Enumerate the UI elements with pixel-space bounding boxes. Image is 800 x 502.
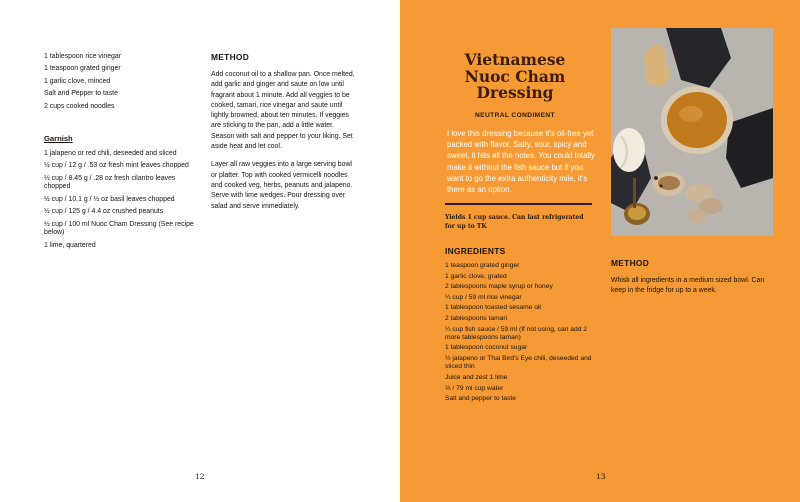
list-item: 1 garlic clove, minced xyxy=(44,77,111,85)
garnish-heading: Garnish xyxy=(44,133,73,143)
list-item: ½ cup / 125 g / 4.4 oz crushed peanuts xyxy=(44,208,164,216)
left-method-column xyxy=(211,52,356,220)
title-line: Dressing xyxy=(476,83,554,102)
list-item: 1 lime, quartered xyxy=(44,241,96,249)
right-ingredient-list xyxy=(445,262,595,403)
list-item: ¼ cup fish sauce / 59 ml (If not using, can add 2 more tablespoons tamari) xyxy=(445,325,588,341)
list-item: 2 tablespoons tamari xyxy=(445,314,508,322)
list-item: 1 teaspoon grated ginger xyxy=(44,65,121,73)
list-item: Salt and Pepper to taste xyxy=(44,90,118,98)
list-item: 2 cups cooked noodles xyxy=(44,102,115,110)
list-item: ½ cup / 100 ml Nuoc Cham Dressing (See recipe below) xyxy=(44,220,194,237)
list-item: ½ cup / 8.45 g / .28 oz fresh cilantro leaves chopped xyxy=(44,174,176,191)
list-item: 1 teaspoon grated ginger xyxy=(445,262,520,269)
method-paragraph: Add coconut oil to a shallow pan. Once melted, add garlic and ginger and saute on low until fragrant about 1 minute. Add all veggies to be cooked, tamari, rice vinegar and saute until lightly browned, about ten minutes. If veggies are sticking to the pan, add a little water. Season with salt and pepper to your liking. Set aside heat and let cool. xyxy=(211,71,355,151)
recipe-yield: Yields 1 cup sauce. Can last refrigerated for up to TK xyxy=(445,214,584,230)
ingredients-heading: INGREDIENTS xyxy=(445,246,506,256)
page-number-left: 12 xyxy=(195,472,205,481)
left-method-heading: METHOD xyxy=(211,52,250,62)
left-ingredients-column xyxy=(44,53,194,254)
right-method-heading: METHOD xyxy=(611,258,650,268)
recipe-intro: I love this dressing because it's oil-free yet packed with flavor. Salty, sour, spicy and sweet, it hits all the notes. You could totally make it without the fish sauce but if you want to go the extra authenticity mile, it's there as an option. xyxy=(447,129,595,195)
left-ingredient-list xyxy=(44,53,194,112)
page-number-right: 13 xyxy=(596,472,606,481)
list-item: 2 tablespoons maple syrup or honey xyxy=(445,283,553,291)
method-paragraph: Layer all raw veggies into a large serving bowl or platter. Top with cooked vermicelli noodles and cooked veg, herbs, peanuts and jalapeno. Serve with lime wedges. Pour dressing over salad and serve immediately. xyxy=(211,161,353,210)
list-item: 1 garlic clove, grated xyxy=(445,272,507,280)
recipe-subtitle: NEUTRAL CONDIMENT xyxy=(475,112,555,119)
list-item: 1 tablespoon coconut sugar xyxy=(445,344,528,352)
title-line: Nuoc Cham xyxy=(464,66,566,86)
food-photo-icon xyxy=(611,28,773,236)
list-item: Juice and zest 1 lime xyxy=(445,373,508,381)
list-item: ½ cup / 12 g / .53 oz fresh mint leaves chopped xyxy=(44,162,189,170)
list-item: 1 tablespoon rice vinegar xyxy=(44,53,121,60)
method-paragraph: Whisk all ingredients in a medium sized bowl. Can keep in the fridge for up to a week. xyxy=(611,277,765,295)
recipe-title xyxy=(440,52,590,102)
list-item: ½ cup / 10.1 g / ½ oz basil leaves chopped xyxy=(44,195,175,203)
list-item: ⅓ / 79 ml cup water xyxy=(445,384,504,392)
list-item: ¼ cup / 59 ml rice vinegar xyxy=(445,293,522,301)
list-item: Salt and pepper to taste xyxy=(445,395,517,403)
title-line: Vietnamese xyxy=(464,50,566,69)
right-method-column xyxy=(611,258,771,297)
list-item: 1 jalapeno or red chili, deseeded and sliced xyxy=(44,149,177,157)
garnish-list xyxy=(44,150,194,251)
divider xyxy=(445,203,592,205)
right-ingredients-column xyxy=(445,246,595,406)
list-item: ½ jalapeno or Thai Bird's Eye chili, deseeded and sliced thin xyxy=(445,355,592,371)
list-item: 1 tablespoon toasted sesame oil xyxy=(445,304,541,312)
